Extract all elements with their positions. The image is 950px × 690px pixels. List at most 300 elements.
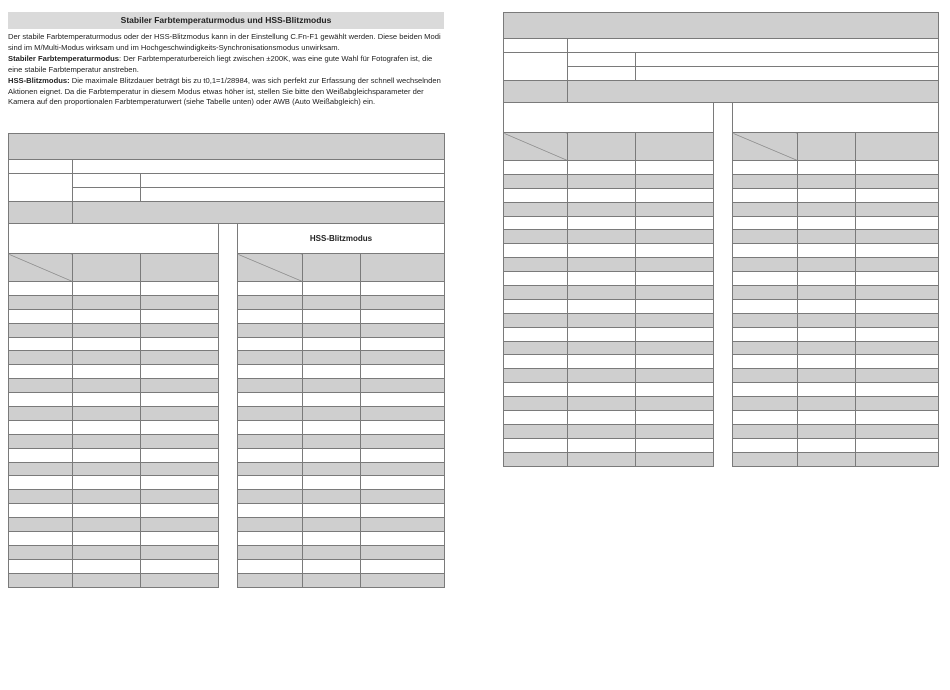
table-cell (504, 53, 568, 81)
table-cell (73, 434, 141, 448)
table-cell (733, 103, 939, 133)
table-cell (9, 351, 73, 365)
table-cell (733, 424, 798, 438)
table-cell (238, 490, 303, 504)
table-cell (303, 254, 361, 282)
table-cell (238, 420, 303, 434)
left-spec-table (8, 133, 445, 588)
table-cell (361, 379, 445, 393)
table-cell (9, 573, 73, 587)
table-cell (141, 407, 219, 421)
table-cell (361, 573, 445, 587)
table-cell (733, 355, 798, 369)
table-cell (504, 161, 568, 175)
table-cell (141, 490, 219, 504)
table-cell (798, 438, 856, 452)
table-cell (504, 355, 568, 369)
table-cell (73, 295, 141, 309)
table-cell (303, 407, 361, 421)
table-cell (636, 133, 714, 161)
table-cell (568, 39, 939, 53)
table-cell (9, 365, 73, 379)
table-cell (303, 559, 361, 573)
table-cell (733, 244, 798, 258)
table-cell (303, 295, 361, 309)
table-cell (303, 545, 361, 559)
table-cell (9, 160, 73, 174)
table-cell (238, 462, 303, 476)
table-cell (636, 53, 939, 67)
table-cell (141, 462, 219, 476)
table-cell (636, 327, 714, 341)
table-cell (504, 13, 939, 39)
page-title: Stabiler Farbtemperaturmodus und HSS-Blitzmodus (8, 12, 444, 29)
table-cell (238, 351, 303, 365)
table-cell (9, 476, 73, 490)
table-cell (733, 397, 798, 411)
table-cell (504, 39, 568, 53)
table-cell (856, 244, 939, 258)
table-cell (361, 337, 445, 351)
table-cell (9, 420, 73, 434)
table-cell (733, 369, 798, 383)
table-cell (798, 313, 856, 327)
table-cell (636, 272, 714, 286)
section-header-row (504, 103, 939, 133)
table-cell (636, 438, 714, 452)
table-cell (636, 244, 714, 258)
table-cell (361, 407, 445, 421)
table-cell (238, 545, 303, 559)
table-cell (361, 434, 445, 448)
table-cell (361, 476, 445, 490)
table-cell (141, 254, 219, 282)
table-cell (238, 365, 303, 379)
table-cell (568, 272, 636, 286)
table-cell (73, 504, 141, 518)
table-cell (238, 504, 303, 518)
table-cell (798, 161, 856, 175)
table-cell (141, 323, 219, 337)
table-cell (9, 532, 73, 546)
table-cell (733, 258, 798, 272)
table-cell (73, 407, 141, 421)
table-cell (856, 424, 939, 438)
table-cell (568, 244, 636, 258)
table-cell (141, 532, 219, 546)
table-cell (568, 286, 636, 300)
table-cell (856, 133, 939, 161)
table-cell (361, 309, 445, 323)
table-cell (636, 369, 714, 383)
table-cell (504, 327, 568, 341)
table-cell (9, 309, 73, 323)
table-cell (9, 254, 73, 282)
table-cell (141, 504, 219, 518)
table-cell (141, 518, 219, 532)
table-cell (238, 518, 303, 532)
table-cell (73, 545, 141, 559)
table-cell (856, 161, 939, 175)
table-cell (733, 174, 798, 188)
table-cell (856, 258, 939, 272)
table-cell (856, 383, 939, 397)
table-cell (568, 216, 636, 230)
table-cell (636, 411, 714, 425)
table-cell (73, 448, 141, 462)
table-cell (141, 174, 445, 188)
table-cell (238, 434, 303, 448)
table-cell (504, 272, 568, 286)
table-cell (9, 462, 73, 476)
table-cell (504, 216, 568, 230)
table-cell (9, 518, 73, 532)
table-cell (733, 202, 798, 216)
table-cell (856, 202, 939, 216)
table-cell (238, 337, 303, 351)
table-cell (798, 369, 856, 383)
table-cell (856, 216, 939, 230)
table-cell (238, 532, 303, 546)
intro-paragraph: Der stabile Farbtemperaturmodus oder der HSS-Blitzmodus kann in der Einstellung C.Fn-F1 gewählt werden. Diese beiden Modi sind im M/Multi-Modus wirksam und im Hochgeschwindigkeits-Synchronisationsmodus unwirksam. (8, 32, 441, 52)
table-cell (303, 434, 361, 448)
table-cell (504, 438, 568, 452)
table-cell (504, 202, 568, 216)
table-cell (856, 397, 939, 411)
table-cell (9, 134, 445, 160)
table-cell (733, 133, 798, 161)
table-cell (568, 202, 636, 216)
table-cell (568, 133, 636, 161)
table-cell (9, 174, 73, 202)
table-cell (568, 369, 636, 383)
table-cell (856, 286, 939, 300)
table-row (9, 174, 445, 188)
table-cell (856, 299, 939, 313)
table-cell (504, 411, 568, 425)
table-row (504, 53, 939, 67)
hss-mode-label: HSS-Blitzmodus: (8, 75, 70, 85)
table-cell (73, 254, 141, 282)
table-cell (303, 393, 361, 407)
table-cell (568, 161, 636, 175)
table-cell (9, 448, 73, 462)
table-cell (361, 393, 445, 407)
table-cell (636, 424, 714, 438)
table-cell (504, 230, 568, 244)
section-header-row (9, 224, 445, 254)
table-cell (73, 420, 141, 434)
table-cell (238, 559, 303, 573)
table-cell (9, 323, 73, 337)
table-cell (141, 559, 219, 573)
table-cell (798, 341, 856, 355)
table-cell (73, 462, 141, 476)
table-cell (361, 282, 445, 296)
table-cell (303, 282, 361, 296)
table-cell (798, 230, 856, 244)
table-cell (73, 490, 141, 504)
table-cell (238, 282, 303, 296)
table-cell (636, 452, 714, 466)
table-cell (504, 397, 568, 411)
table-cell (636, 230, 714, 244)
table-cell (504, 369, 568, 383)
table-cell (141, 351, 219, 365)
table-cell (73, 365, 141, 379)
table-cell (504, 424, 568, 438)
table-cell (568, 452, 636, 466)
table-cell (504, 244, 568, 258)
table-cell (303, 462, 361, 476)
stable-mode-paragraph (8, 54, 444, 76)
table-cell (733, 341, 798, 355)
table-cell (361, 254, 445, 282)
table-cell (733, 313, 798, 327)
table-cell (73, 379, 141, 393)
table-cell (303, 490, 361, 504)
table-cell (733, 286, 798, 300)
table-cell (73, 518, 141, 532)
table-cell (238, 573, 303, 587)
table-cell (141, 188, 445, 202)
table-cell (73, 476, 141, 490)
table-cell (568, 81, 939, 103)
table-cell (73, 351, 141, 365)
table-cell (303, 337, 361, 351)
table-cell (73, 323, 141, 337)
table-cell (636, 313, 714, 327)
table-cell (141, 434, 219, 448)
table-cell (504, 103, 714, 133)
table-cell (856, 327, 939, 341)
table-cell (636, 67, 939, 81)
table-cell (361, 490, 445, 504)
table-cell (9, 282, 73, 296)
table-cell (856, 411, 939, 425)
table-cell (361, 559, 445, 573)
table-cell (141, 393, 219, 407)
table-cell (238, 295, 303, 309)
table-cell (9, 379, 73, 393)
table-cell (568, 313, 636, 327)
table-cell (238, 448, 303, 462)
table-cell (9, 295, 73, 309)
table-cell (504, 133, 568, 161)
table-cell (9, 490, 73, 504)
table-cell (361, 420, 445, 434)
table-row (504, 39, 939, 53)
table-cell (798, 188, 856, 202)
band-row (9, 202, 445, 224)
table-cell (568, 383, 636, 397)
table-cell (636, 174, 714, 188)
table-cell (361, 518, 445, 532)
header-row (504, 13, 939, 39)
table-cell (141, 573, 219, 587)
table-cell (733, 411, 798, 425)
table-cell (568, 341, 636, 355)
table-cell (73, 309, 141, 323)
table-cell (303, 365, 361, 379)
table-cell (636, 216, 714, 230)
table-cell (733, 327, 798, 341)
table-cell (636, 397, 714, 411)
table-cell (798, 383, 856, 397)
table-divider (714, 103, 733, 467)
table-cell (798, 452, 856, 466)
table-cell (361, 448, 445, 462)
table-cell (733, 188, 798, 202)
table-cell (303, 309, 361, 323)
right-spec-table (503, 12, 939, 467)
table-cell (568, 188, 636, 202)
table-cell (361, 532, 445, 546)
table-cell (303, 448, 361, 462)
table-cell (798, 411, 856, 425)
table-cell (798, 327, 856, 341)
table-cell (238, 254, 303, 282)
table-cell (856, 174, 939, 188)
table-cell (504, 174, 568, 188)
table-cell (238, 309, 303, 323)
table-cell (568, 299, 636, 313)
table-cell (303, 420, 361, 434)
table-cell (856, 452, 939, 466)
table-cell (361, 323, 445, 337)
table-cell (798, 244, 856, 258)
stable-mode-label: Stabiler Farbtemperaturmodus (8, 53, 119, 63)
hss-mode-text: Die maximale Blitzdauer beträgt bis zu t0,1=1/28984, was sich perfekt zur Erfassung der schnell wechselnden Aktionen eignet. Da die Farbtemperatur in diesem Modus etwas höher ist, stellen Sie bitte den Weißabgleichsparameter der Kamera auf den proportionalen Farbtemperaturwert (siehe Tabelle unten) oder AWB (Auto Weißabgleich) ein. (8, 75, 441, 107)
table-cell (856, 355, 939, 369)
left-page (8, 12, 444, 108)
table-cell (141, 337, 219, 351)
table-cell (9, 559, 73, 573)
table-cell (636, 258, 714, 272)
table-cell (636, 383, 714, 397)
table-cell (9, 337, 73, 351)
table-cell (9, 224, 219, 254)
table-row (504, 67, 939, 81)
table-cell (73, 393, 141, 407)
table-cell (303, 504, 361, 518)
table-cell (141, 282, 219, 296)
table-cell (568, 397, 636, 411)
table-cell (504, 286, 568, 300)
table-cell (303, 351, 361, 365)
header-row (9, 134, 445, 160)
table-cell (504, 341, 568, 355)
table-cell (568, 258, 636, 272)
table-cell (73, 559, 141, 573)
table-cell (636, 299, 714, 313)
table-cell (798, 424, 856, 438)
table-cell (856, 272, 939, 286)
table-cell (798, 397, 856, 411)
table-cell (238, 476, 303, 490)
table-divider (219, 224, 238, 588)
table-cell (568, 230, 636, 244)
table-cell (73, 188, 141, 202)
table-cell (504, 299, 568, 313)
table-cell (361, 462, 445, 476)
intro-text (8, 32, 444, 108)
table-cell (141, 420, 219, 434)
table-cell (504, 313, 568, 327)
table-cell (568, 438, 636, 452)
table-cell (798, 272, 856, 286)
table-cell (568, 67, 636, 81)
table-cell (733, 299, 798, 313)
table-cell (361, 351, 445, 365)
table-cell (636, 355, 714, 369)
table-cell (568, 355, 636, 369)
table-cell (238, 407, 303, 421)
table-cell (141, 295, 219, 309)
table-cell (636, 341, 714, 355)
table-cell (73, 202, 445, 224)
table-cell (636, 188, 714, 202)
table-cell (798, 286, 856, 300)
table-cell (303, 532, 361, 546)
band-row (504, 81, 939, 103)
table-cell (733, 216, 798, 230)
table-cell (568, 411, 636, 425)
table-cell (73, 282, 141, 296)
table-cell (636, 286, 714, 300)
table-cell (568, 53, 636, 67)
table-cell (798, 202, 856, 216)
table-cell (9, 434, 73, 448)
table-cell (798, 133, 856, 161)
table-cell (504, 81, 568, 103)
table-cell (303, 518, 361, 532)
table-row (9, 160, 445, 174)
table-cell (798, 216, 856, 230)
table-cell (856, 438, 939, 452)
table-cell (73, 532, 141, 546)
stable-mode-text: : Der Farbtemperaturbereich liegt zwischen ±200K, was eine gute Wahl für Fotografen ist, die eine stabile Farbtemperatur anstreben. (8, 53, 433, 74)
table-cell (733, 272, 798, 286)
table-cell (303, 379, 361, 393)
table-cell (568, 424, 636, 438)
table-cell (361, 365, 445, 379)
table-cell (141, 309, 219, 323)
table-cell (238, 379, 303, 393)
hss-mode-heading: HSS-Blitzmodus (238, 224, 445, 254)
table-cell (733, 161, 798, 175)
table-cell (9, 202, 73, 224)
table-cell (856, 188, 939, 202)
table-cell (733, 452, 798, 466)
table-cell (141, 448, 219, 462)
table-cell (504, 383, 568, 397)
table-cell (238, 323, 303, 337)
table-cell (798, 355, 856, 369)
table-cell (856, 313, 939, 327)
table-cell (73, 160, 445, 174)
table-cell (303, 476, 361, 490)
table-cell (9, 545, 73, 559)
table-cell (361, 545, 445, 559)
table-cell (568, 327, 636, 341)
table-cell (733, 230, 798, 244)
table-cell (361, 295, 445, 309)
table-cell (9, 393, 73, 407)
table-cell (856, 369, 939, 383)
hss-mode-paragraph (8, 76, 444, 109)
table-cell (238, 393, 303, 407)
